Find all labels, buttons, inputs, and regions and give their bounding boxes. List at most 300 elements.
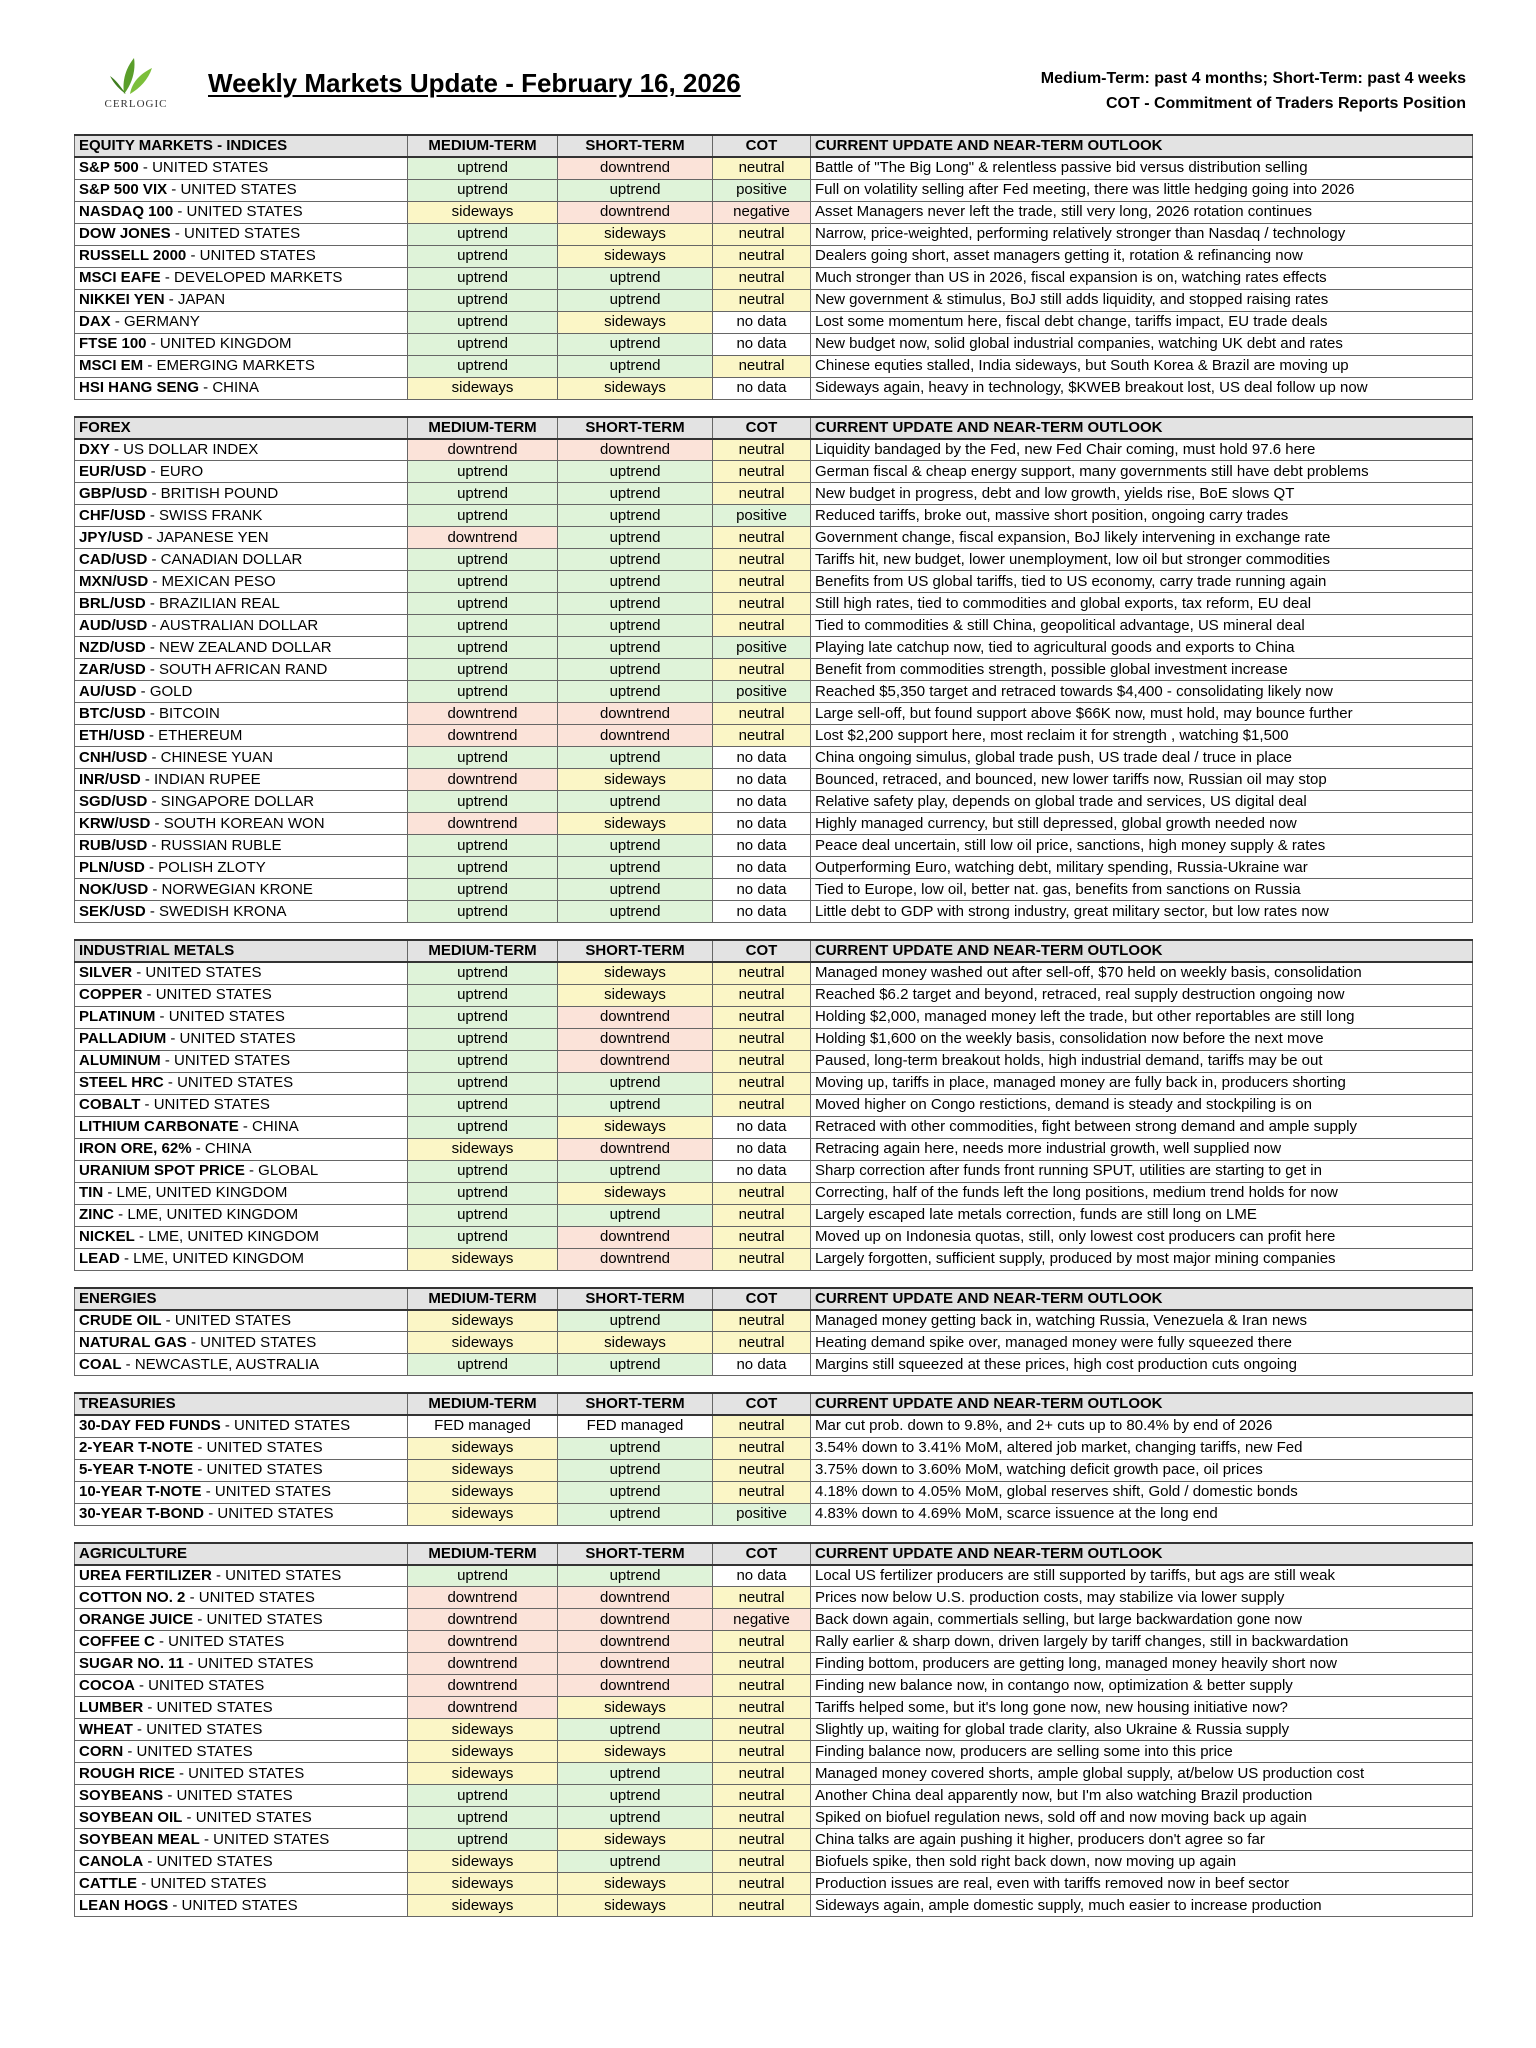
short-term-trend: sideways xyxy=(558,813,713,835)
short-term-trend: uptrend xyxy=(558,659,713,681)
medium-term-trend: uptrend xyxy=(408,1050,558,1072)
cot-position: positive xyxy=(713,681,811,703)
instrument: RUB/USD xyxy=(79,836,148,854)
cot-position: neutral xyxy=(713,1072,811,1094)
cot-position: neutral xyxy=(713,659,811,681)
region: - GERMANY xyxy=(110,313,200,330)
cot-position: neutral xyxy=(713,157,811,179)
column-header: SHORT-TERM xyxy=(558,1393,713,1415)
outlook-note: Local US fertilizer producers are still supported by tariffs, but ags are still weak xyxy=(811,1565,1473,1587)
column-header: MEDIUM-TERM xyxy=(408,1543,558,1565)
short-term-trend: uptrend xyxy=(558,593,713,615)
table-row xyxy=(75,289,1473,311)
short-term-trend: uptrend xyxy=(558,179,713,201)
region: - BRITISH POUND xyxy=(147,484,279,502)
region: - UNITED STATES xyxy=(193,1439,323,1456)
instrument: CAD/USD xyxy=(79,550,148,568)
outlook-note: Reached $5,350 target and retraced towards $4,400 - consolidating likely now xyxy=(811,681,1473,703)
medium-term-trend: uptrend xyxy=(408,267,558,289)
outlook-note: Retracing again here, needs more industrial growth, well supplied now xyxy=(811,1138,1473,1160)
column-header: SHORT-TERM xyxy=(558,1543,713,1565)
outlook-note: Spiked on biofuel regulation news, sold off and now moving back up again xyxy=(811,1807,1473,1829)
instrument: 30-YEAR T-BOND xyxy=(79,1505,205,1522)
medium-term-trend: uptrend xyxy=(408,549,558,571)
market-name xyxy=(75,984,408,1006)
cot-position: neutral xyxy=(713,984,811,1006)
cot-position: neutral xyxy=(713,615,811,637)
column-header: CURRENT UPDATE AND NEAR-TERM OUTLOOK xyxy=(811,417,1473,439)
medium-term-trend: uptrend xyxy=(408,179,558,201)
instrument: 2-YEAR T-NOTE xyxy=(79,1439,194,1456)
medium-term-trend: downtrend xyxy=(408,1631,558,1653)
outlook-note: Outperforming Euro, watching debt, military spending, Russia-Ukraine war xyxy=(811,857,1473,879)
instrument: 10-YEAR T-NOTE xyxy=(79,1483,202,1500)
column-header: SHORT-TERM xyxy=(558,417,713,439)
logo-text: CERLOGIC xyxy=(104,98,168,110)
region: - UNITED STATES xyxy=(199,1830,330,1848)
cot-position: no data xyxy=(713,1354,811,1376)
outlook-note: Managed money getting back in, watching Russia, Venezuela & Iran news xyxy=(811,1310,1473,1332)
column-header: MEDIUM-TERM xyxy=(408,417,558,439)
instrument: NATURAL GAS xyxy=(79,1333,187,1351)
cot-position: neutral xyxy=(713,549,811,571)
instrument: UREA FERTILIZER xyxy=(79,1566,212,1584)
medium-term-trend: uptrend xyxy=(408,157,558,179)
section-title: ENERGIES xyxy=(75,1288,408,1310)
short-term-trend: sideways xyxy=(558,1829,713,1851)
medium-term-trend: uptrend xyxy=(408,615,558,637)
table-row xyxy=(75,1006,1473,1028)
medium-term-trend: downtrend xyxy=(408,527,558,549)
table-row xyxy=(75,1072,1473,1094)
table-row xyxy=(75,1697,1473,1719)
market-name xyxy=(75,1895,408,1917)
medium-term-trend: downtrend xyxy=(408,1653,558,1675)
market-name xyxy=(75,1332,408,1354)
outlook-note: Large sell-off, but found support above $66K now, must hold, may bounce further xyxy=(811,703,1473,725)
short-term-trend: downtrend xyxy=(558,157,713,179)
column-header: MEDIUM-TERM xyxy=(408,1393,558,1415)
region: - CHINESE YUAN xyxy=(147,748,273,766)
market-name xyxy=(75,1437,408,1459)
section-title: INDUSTRIAL METALS xyxy=(75,940,408,962)
region: - GLOBAL xyxy=(244,1162,319,1179)
outlook-note: Bounced, retraced, and bounced, new lower tariffs now, Russian oil may stop xyxy=(811,769,1473,791)
instrument: KRW/USD xyxy=(79,814,151,832)
region: - NEW ZEALAND DOLLAR xyxy=(145,638,332,656)
table-row xyxy=(75,157,1473,179)
instrument: WHEAT xyxy=(79,1720,133,1738)
cot-position: neutral xyxy=(713,289,811,311)
medium-term-trend: uptrend xyxy=(408,355,558,377)
cot-position: neutral xyxy=(713,1050,811,1072)
short-term-trend: downtrend xyxy=(558,703,713,725)
table-row xyxy=(75,984,1473,1006)
cot-position: neutral xyxy=(713,725,811,747)
outlook-note: Benefit from commodities strength, possible global investment increase xyxy=(811,659,1473,681)
instrument: SUGAR NO. 11 xyxy=(79,1654,185,1672)
instrument: SILVER xyxy=(79,964,133,982)
table-row xyxy=(75,179,1473,201)
table-row xyxy=(75,703,1473,725)
table-row xyxy=(75,1332,1473,1354)
short-term-trend: sideways xyxy=(558,1116,713,1138)
medium-term-trend: uptrend xyxy=(408,483,558,505)
market-name xyxy=(75,681,408,703)
short-term-trend: uptrend xyxy=(558,835,713,857)
short-term-trend: uptrend xyxy=(558,571,713,593)
table-row xyxy=(75,1587,1473,1609)
region: - UNITED STATES xyxy=(160,1052,291,1069)
short-term-trend: sideways xyxy=(558,984,713,1006)
outlook-note: Dealers going short, asset managers getting it, rotation & refinancing now xyxy=(811,245,1473,267)
table-row xyxy=(75,267,1473,289)
cot-position: no data xyxy=(713,377,811,399)
short-term-trend: uptrend xyxy=(558,879,713,901)
column-header: SHORT-TERM xyxy=(558,1288,713,1310)
instrument: SEK/USD xyxy=(79,902,146,920)
market-name xyxy=(75,333,408,355)
table-row xyxy=(75,1675,1473,1697)
column-header: CURRENT UPDATE AND NEAR-TERM OUTLOOK xyxy=(811,940,1473,962)
short-term-trend: uptrend xyxy=(558,483,713,505)
market-name xyxy=(75,1719,408,1741)
short-term-trend: uptrend xyxy=(558,1503,713,1525)
medium-term-trend: uptrend xyxy=(408,879,558,901)
instrument: HSI HANG SENG xyxy=(79,379,200,396)
cot-position: neutral xyxy=(713,245,811,267)
region: - UNITED STATES xyxy=(134,1676,265,1694)
short-term-trend: sideways xyxy=(558,377,713,399)
outlook-note: Largely forgotten, sufficient supply, produced by most major mining companies xyxy=(811,1248,1473,1270)
instrument: RUSSELL 2000 xyxy=(79,247,187,264)
medium-term-trend: uptrend xyxy=(408,659,558,681)
section-table xyxy=(74,134,1473,400)
medium-term-trend: sideways xyxy=(408,1310,558,1332)
cot-position: neutral xyxy=(713,1248,811,1270)
cot-position: neutral xyxy=(713,1719,811,1741)
table-row xyxy=(75,377,1473,399)
table-row xyxy=(75,505,1473,527)
outlook-note: Lost $2,200 support here, most reclaim it for strength , watching $1,500 xyxy=(811,725,1473,747)
instrument: COAL xyxy=(79,1355,122,1373)
cot-position: neutral xyxy=(713,267,811,289)
medium-term-trend: uptrend xyxy=(408,505,558,527)
short-term-trend: uptrend xyxy=(558,1459,713,1481)
column-header: CURRENT UPDATE AND NEAR-TERM OUTLOOK xyxy=(811,1288,1473,1310)
table-row xyxy=(75,1116,1473,1138)
table-row xyxy=(75,311,1473,333)
short-term-trend: uptrend xyxy=(558,681,713,703)
cot-position: positive xyxy=(713,505,811,527)
market-name xyxy=(75,245,408,267)
table-row xyxy=(75,245,1473,267)
region: - UNITED STATES xyxy=(140,1096,270,1113)
outlook-note: Finding balance now, producers are selling some into this price xyxy=(811,1741,1473,1763)
instrument: NIKKEI YEN xyxy=(79,291,165,308)
cot-position: no data xyxy=(713,333,811,355)
region: - UNITED KINGDOM xyxy=(146,335,292,352)
instrument: URANIUM SPOT PRICE xyxy=(79,1162,245,1179)
short-term-trend: uptrend xyxy=(558,857,713,879)
short-term-trend: sideways xyxy=(558,1741,713,1763)
medium-term-trend: downtrend xyxy=(408,725,558,747)
medium-term-trend: sideways xyxy=(408,1459,558,1481)
section-title: AGRICULTURE xyxy=(75,1543,408,1565)
region: - UNITED STATES xyxy=(174,1764,305,1782)
market-name xyxy=(75,1182,408,1204)
cot-position: negative xyxy=(713,201,811,223)
region: - UNITED STATES xyxy=(123,1742,253,1760)
table-row xyxy=(75,333,1473,355)
table-row xyxy=(75,1785,1473,1807)
medium-term-trend: uptrend xyxy=(408,637,558,659)
section-header-row xyxy=(75,135,1473,157)
short-term-trend: sideways xyxy=(558,962,713,984)
table-row xyxy=(75,439,1473,461)
table-row xyxy=(75,1565,1473,1587)
instrument: JPY/USD xyxy=(79,528,144,546)
short-term-trend: uptrend xyxy=(558,1719,713,1741)
market-name xyxy=(75,1050,408,1072)
column-header: MEDIUM-TERM xyxy=(408,135,558,157)
cot-position: neutral xyxy=(713,1675,811,1697)
short-term-trend: uptrend xyxy=(558,289,713,311)
short-term-trend: uptrend xyxy=(558,1763,713,1785)
outlook-note: Correcting, half of the funds left the long positions, medium trend holds for now xyxy=(811,1182,1473,1204)
market-name xyxy=(75,439,408,461)
table-row xyxy=(75,835,1473,857)
cot-position: neutral xyxy=(713,1094,811,1116)
cot-position: neutral xyxy=(713,1895,811,1917)
medium-term-trend: uptrend xyxy=(408,901,558,923)
market-name xyxy=(75,835,408,857)
market-name xyxy=(75,1072,408,1094)
instrument: COPPER xyxy=(79,986,143,1003)
cot-position: no data xyxy=(713,1138,811,1160)
cot-position: no data xyxy=(713,813,811,835)
short-term-trend: downtrend xyxy=(558,1006,713,1028)
instrument: NICKEL xyxy=(79,1228,135,1245)
short-term-trend: sideways xyxy=(558,1873,713,1895)
instrument: AU/USD xyxy=(79,682,137,700)
market-name xyxy=(75,201,408,223)
medium-term-trend: uptrend xyxy=(408,1160,558,1182)
outlook-note: Mar cut prob. down to 9.8%, and 2+ cuts up to 80.4% by end of 2026 xyxy=(811,1415,1473,1437)
medium-term-trend: uptrend xyxy=(408,1182,558,1204)
section-table xyxy=(74,416,1473,924)
outlook-note: Tied to Europe, low oil, better nat. gas, benefits from sanctions on Russia xyxy=(811,879,1473,901)
medium-term-trend: uptrend xyxy=(408,593,558,615)
medium-term-trend: sideways xyxy=(408,1503,558,1525)
short-term-trend: uptrend xyxy=(558,1072,713,1094)
column-header: CURRENT UPDATE AND NEAR-TERM OUTLOOK xyxy=(811,135,1473,157)
medium-term-trend: uptrend xyxy=(408,1006,558,1028)
outlook-note: China ongoing simulus, global trade push, US trade deal / truce in place xyxy=(811,747,1473,769)
region: - UNITED STATES xyxy=(182,1808,312,1826)
cot-position: negative xyxy=(713,1609,811,1631)
medium-term-trend: sideways xyxy=(408,1851,558,1873)
region: - UNITED STATES xyxy=(132,964,262,982)
outlook-note: Tariffs helped some, but it's long gone now, new housing initiative now? xyxy=(811,1697,1473,1719)
medium-term-trend: uptrend xyxy=(408,681,558,703)
outlook-note: New budget in progress, debt and low growth, yields rise, BoE slows QT xyxy=(811,483,1473,505)
cot-position: no data xyxy=(713,747,811,769)
cot-position: no data xyxy=(713,1116,811,1138)
table-row xyxy=(75,901,1473,923)
instrument: MSCI EAFE xyxy=(79,269,161,286)
short-term-trend: downtrend xyxy=(558,439,713,461)
region: - LME, UNITED KINGDOM xyxy=(103,1184,288,1201)
table-row xyxy=(75,527,1473,549)
section-table xyxy=(74,1287,1473,1377)
table-row xyxy=(75,1094,1473,1116)
market-name xyxy=(75,1675,408,1697)
market-name xyxy=(75,157,408,179)
region: - CHINA xyxy=(238,1118,299,1135)
short-term-trend: downtrend xyxy=(558,1631,713,1653)
short-term-trend: sideways xyxy=(558,1182,713,1204)
section-header-row xyxy=(75,417,1473,439)
region: - UNITED STATES xyxy=(163,1074,294,1091)
market-name xyxy=(75,223,408,245)
instrument: CORN xyxy=(79,1742,124,1760)
outlook-note: 3.75% down to 3.60% MoM, watching deficit growth pace, oil prices xyxy=(811,1459,1473,1481)
medium-term-trend: sideways xyxy=(408,1719,558,1741)
market-name xyxy=(75,703,408,725)
outlook-note: Highly managed currency, but still depressed, global growth needed now xyxy=(811,813,1473,835)
instrument: 30-DAY FED FUNDS xyxy=(79,1417,221,1435)
instrument: LEAD xyxy=(79,1250,120,1267)
short-term-trend: uptrend xyxy=(558,901,713,923)
cot-position: no data xyxy=(713,311,811,333)
table-row xyxy=(75,615,1473,637)
table-row xyxy=(75,1354,1473,1376)
market-name xyxy=(75,637,408,659)
region: - US DOLLAR INDEX xyxy=(109,440,259,458)
outlook-note: Margins still squeezed at these prices, high cost production cuts ongoing xyxy=(811,1354,1473,1376)
market-name xyxy=(75,1587,408,1609)
outlook-note: Little debt to GDP with strong industry, great military sector, but low rates now xyxy=(811,901,1473,923)
medium-term-trend: uptrend xyxy=(408,245,558,267)
cot-position: neutral xyxy=(713,1631,811,1653)
region: - UNITED STATES xyxy=(161,1311,291,1329)
market-name xyxy=(75,1354,408,1376)
cot-position: neutral xyxy=(713,593,811,615)
short-term-trend: uptrend xyxy=(558,1160,713,1182)
column-header: CURRENT UPDATE AND NEAR-TERM OUTLOOK xyxy=(811,1393,1473,1415)
column-header: COT xyxy=(713,1543,811,1565)
region: - UNITED STATES xyxy=(220,1417,351,1435)
medium-term-trend: uptrend xyxy=(408,1565,558,1587)
medium-term-trend: sideways xyxy=(408,1332,558,1354)
table-row xyxy=(75,1895,1473,1917)
market-name xyxy=(75,879,408,901)
short-term-trend: uptrend xyxy=(558,1565,713,1587)
market-name xyxy=(75,1785,408,1807)
instrument: EUR/USD xyxy=(79,462,147,480)
column-header: COT xyxy=(713,135,811,157)
table-row xyxy=(75,962,1473,984)
market-name xyxy=(75,505,408,527)
medium-term-trend: uptrend xyxy=(408,461,558,483)
market-name xyxy=(75,355,408,377)
medium-term-trend: downtrend xyxy=(408,1609,558,1631)
instrument: S&P 500 xyxy=(79,159,139,177)
region: - LME, UNITED KINGDOM xyxy=(134,1228,320,1245)
outlook-note: Relative safety play, depends on global trade and services, US digital deal xyxy=(811,791,1473,813)
market-name xyxy=(75,1829,408,1851)
outlook-note: Asset Managers never left the trade, still very long, 2026 rotation continues xyxy=(811,201,1473,223)
table-row xyxy=(75,769,1473,791)
region: - CHINA xyxy=(191,1140,252,1157)
short-term-trend: uptrend xyxy=(558,637,713,659)
region: - SOUTH AFRICAN RAND xyxy=(145,660,328,678)
medium-term-trend: uptrend xyxy=(408,223,558,245)
medium-term-trend: uptrend xyxy=(408,1028,558,1050)
market-name xyxy=(75,1204,408,1226)
cot-position: neutral xyxy=(713,1415,811,1437)
outlook-note: New budget now, solid global industrial companies, watching UK debt and rates xyxy=(811,333,1473,355)
cot-position: neutral xyxy=(713,1807,811,1829)
instrument: 5-YEAR T-NOTE xyxy=(79,1461,194,1478)
short-term-trend: downtrend xyxy=(558,1050,713,1072)
medium-term-trend: uptrend xyxy=(408,289,558,311)
short-term-trend: downtrend xyxy=(558,1028,713,1050)
medium-term-trend: sideways xyxy=(408,201,558,223)
medium-term-trend: downtrend xyxy=(408,439,558,461)
market-name xyxy=(75,1310,408,1332)
outlook-note: Rally earlier & sharp down, driven largely by tariff changes, still in backwardation xyxy=(811,1631,1473,1653)
section-table xyxy=(74,1392,1473,1526)
region: - UNITED STATES xyxy=(170,225,301,242)
instrument: STEEL HRC xyxy=(79,1074,164,1091)
short-term-trend: FED managed xyxy=(558,1415,713,1437)
region: - CANADIAN DOLLAR xyxy=(147,550,303,568)
table-row xyxy=(75,1763,1473,1785)
outlook-note: Narrow, price-weighted, performing relatively stronger than Nasdaq / technology xyxy=(811,223,1473,245)
instrument: COTTON NO. 2 xyxy=(79,1588,186,1606)
market-name xyxy=(75,1160,408,1182)
outlook-note: New government & stimulus, BoJ still adds liquidity, and stopped raising rates xyxy=(811,289,1473,311)
instrument: MXN/USD xyxy=(79,572,149,590)
table-row xyxy=(75,1415,1473,1437)
region: - NEWCASTLE, AUSTRALIA xyxy=(121,1355,320,1373)
region: - UNITED STATES xyxy=(185,1588,315,1606)
outlook-note: Moving up, tariffs in place, managed money are fully back in, producers shorting xyxy=(811,1072,1473,1094)
column-header: COT xyxy=(713,417,811,439)
cot-position: neutral xyxy=(713,1310,811,1332)
medium-term-trend: downtrend xyxy=(408,1675,558,1697)
short-term-trend: uptrend xyxy=(558,1807,713,1829)
cot-position: neutral xyxy=(713,1226,811,1248)
short-term-trend: downtrend xyxy=(558,1609,713,1631)
section-title: FOREX xyxy=(75,417,408,439)
short-term-trend: uptrend xyxy=(558,615,713,637)
cot-position: neutral xyxy=(713,571,811,593)
region: - UNITED STATES xyxy=(138,159,269,177)
region: - UNITED STATES xyxy=(193,1610,323,1628)
instrument: SGD/USD xyxy=(79,792,148,810)
table-row xyxy=(75,1248,1473,1270)
column-header: MEDIUM-TERM xyxy=(408,940,558,962)
outlook-note: Reached $6.2 target and beyond, retraced, real supply destruction ongoing now xyxy=(811,984,1473,1006)
outlook-note: Prices now below U.S. production costs, may stabilize via lower supply xyxy=(811,1587,1473,1609)
outlook-note: Another China deal apparently now, but I'm also watching Brazil production xyxy=(811,1785,1473,1807)
market-name xyxy=(75,377,408,399)
region: - RUSSIAN RUBLE xyxy=(147,836,282,854)
region: - LME, UNITED KINGDOM xyxy=(119,1250,305,1267)
